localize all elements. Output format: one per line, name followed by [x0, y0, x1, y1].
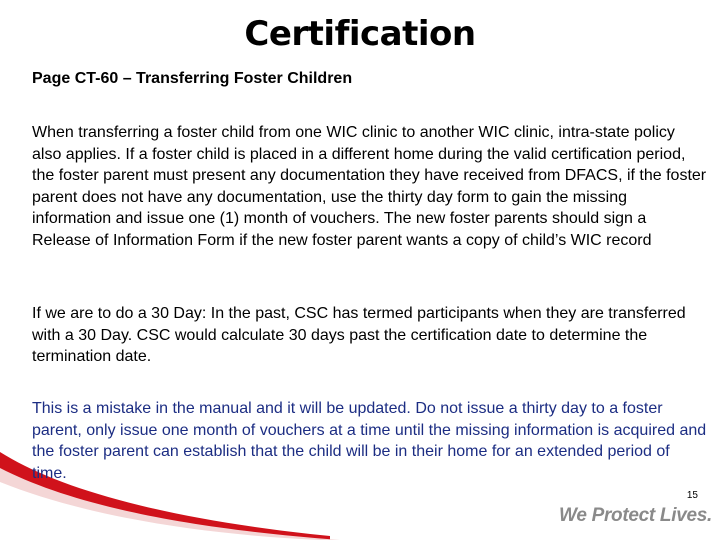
slide-title: Certification	[244, 14, 476, 54]
page-number: 15	[686, 490, 698, 501]
paragraph-thirty-day-past: If we are to do a 30 Day: In the past, CSC has termed participants when they are transferred with a 30 Day. CSC would calculate 30 days past the certification date to determine the termination date.	[32, 305, 686, 366]
paragraph-transferring-foster-child: When transferring a foster child from one WIC clinic to another WIC clinic, intra-state policy also applies. If a foster child is placed in a different home during the valid certification period, the foster parent must present any documentation they have received from DFACS, if the foster parent does not have any documentation, use the thirty day form to gain the missing information and issue one (1) month of vouchers. The new foster parents should sign a Release of Information Form if the new foster parent wants a copy of child’s WIC record	[32, 124, 707, 249]
footer-tagline: We Protect Lives.	[559, 505, 712, 526]
paragraph-manual-mistake-note: This is a mistake in the manual and it will be updated. Do not issue a thirty day to a foster parent, only issue one month of vouchers at a time until the missing information is acquired and the foster parent can establish that the child will be in their home for an extended period of time.	[32, 400, 707, 482]
slide-subtitle: Page CT-60 – Transferring Foster Children	[32, 70, 353, 87]
